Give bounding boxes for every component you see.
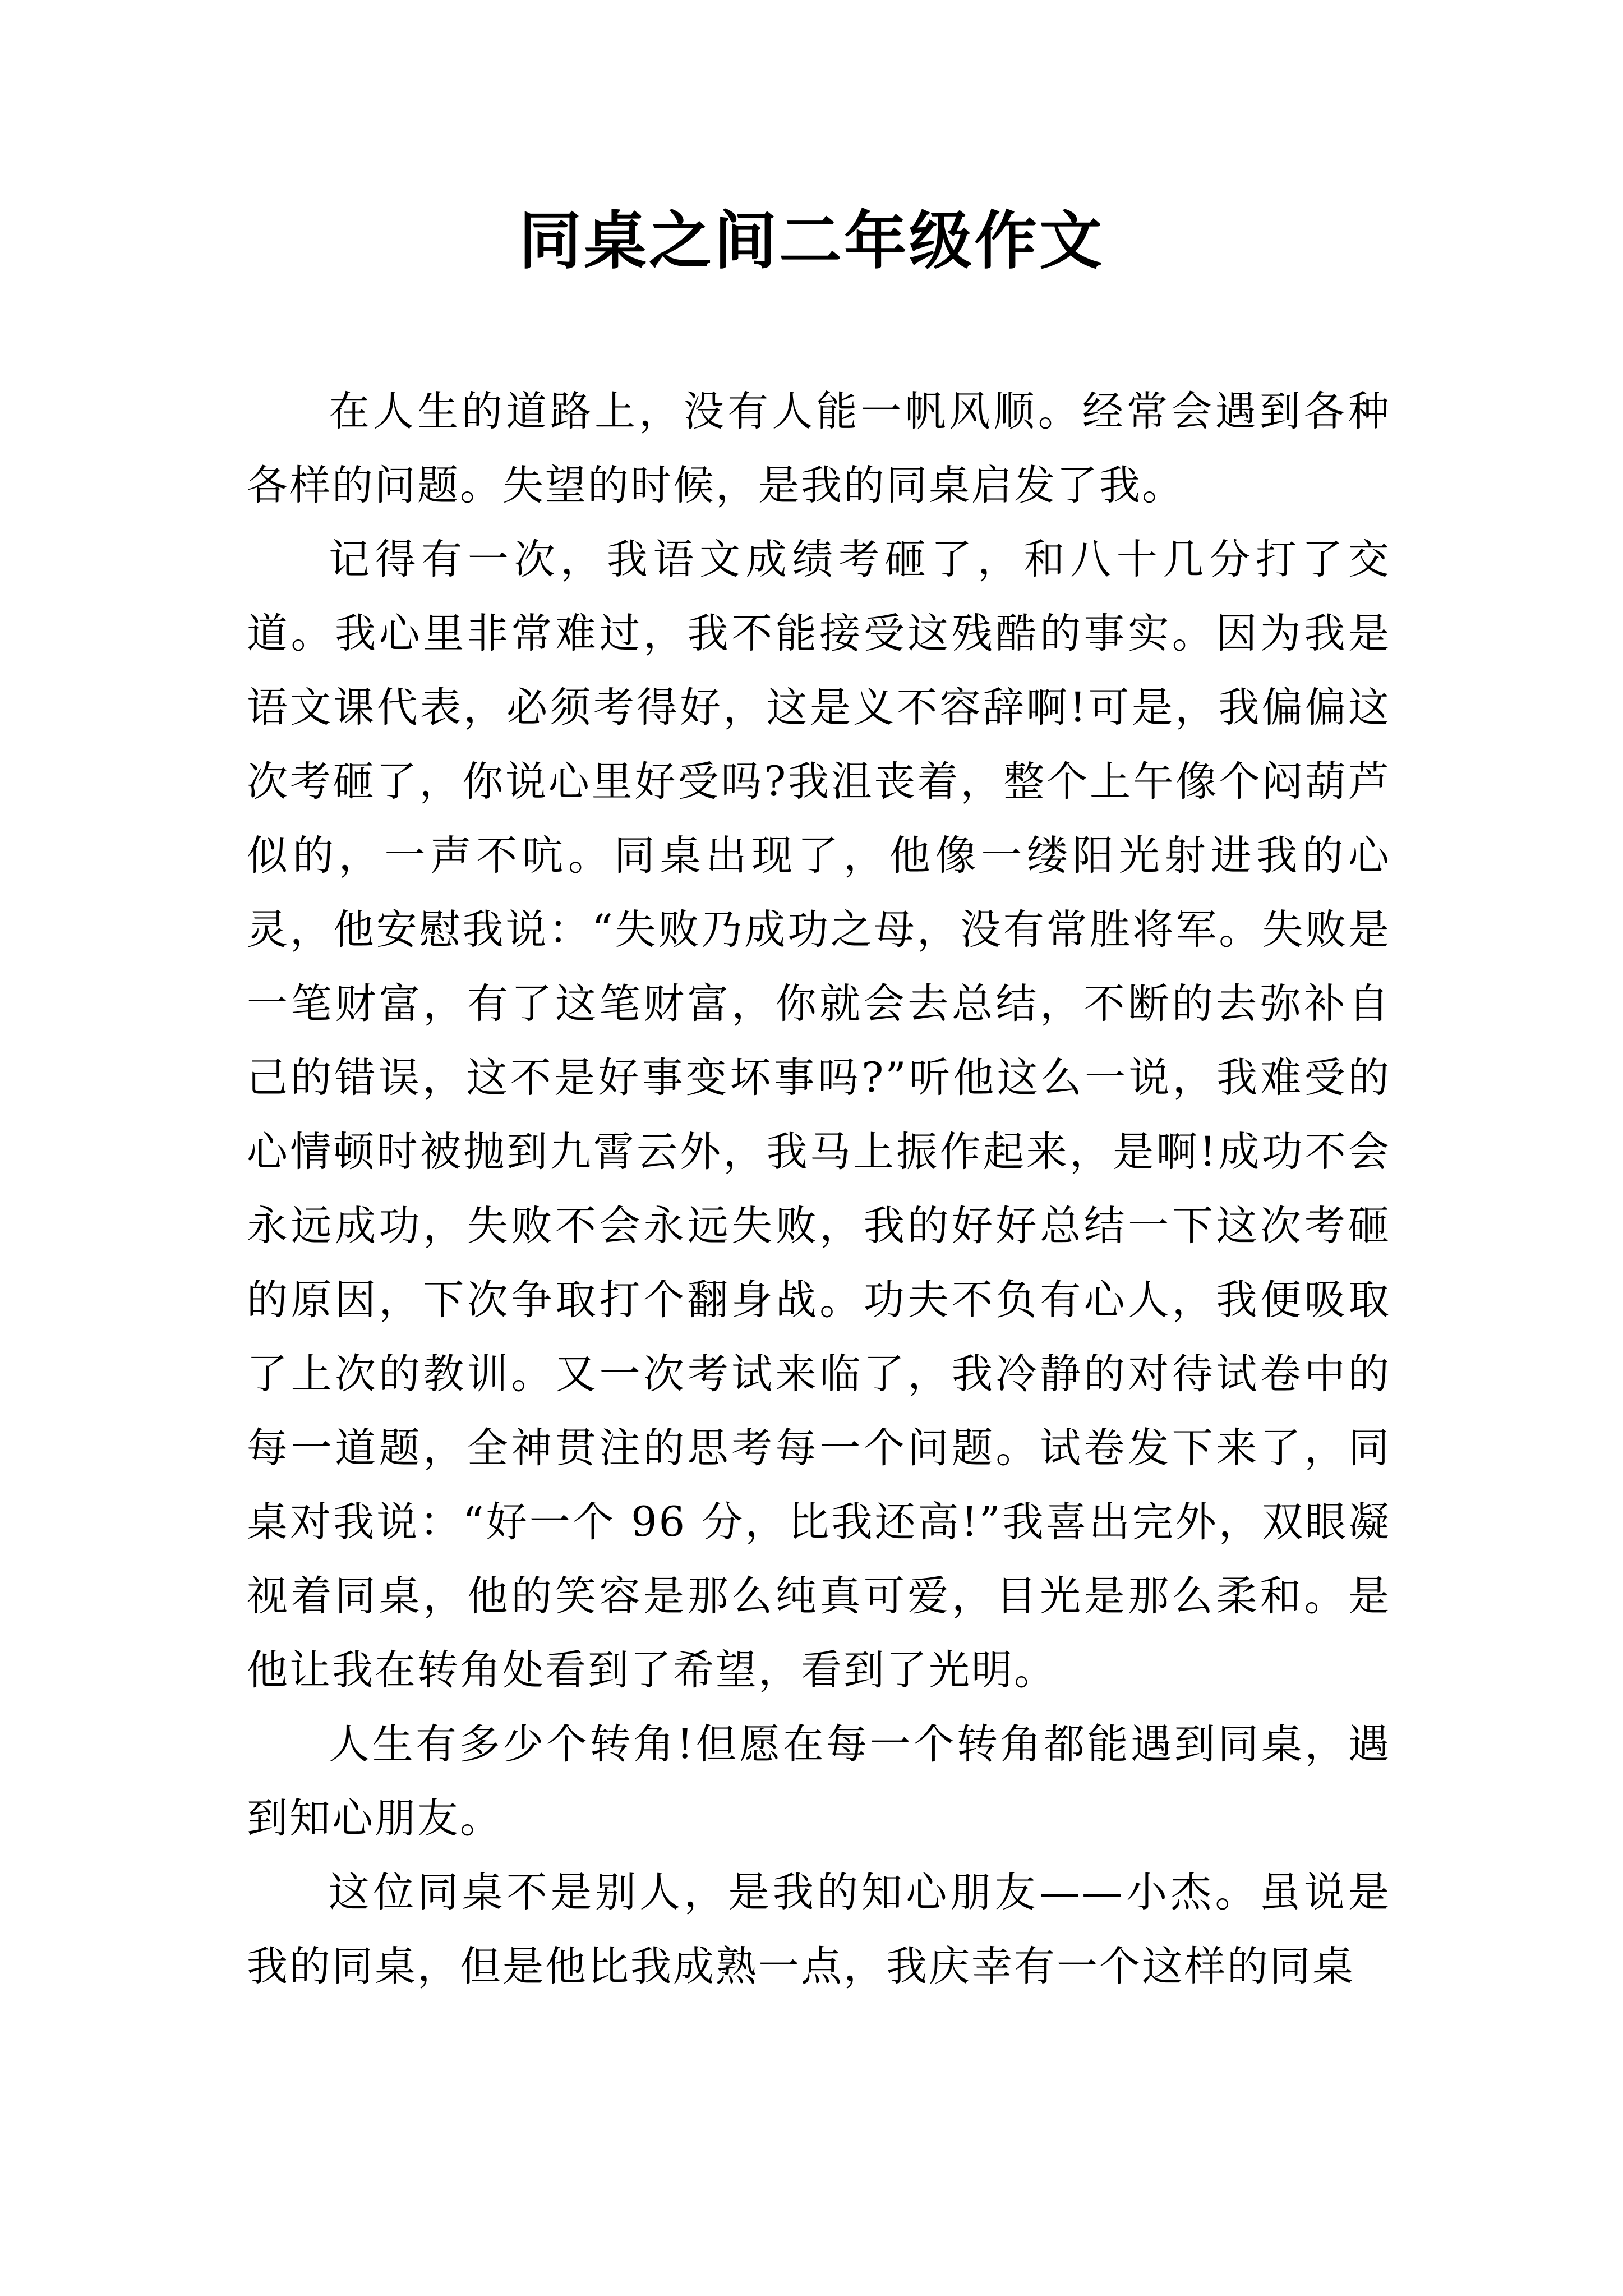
document-title: 同桌之间二年级作文 — [519, 205, 1104, 278]
paragraph: 在人生的道路上，没有人能一帆风顺。经常会遇到各种各样的问题。失望的时候，是我的同桌启发了我。 — [247, 388, 1391, 509]
paragraph: 人生有多少个转角!但愿在每一个转角都能遇到同桌，遇到知心朋友。 — [247, 1720, 1391, 1842]
paragraph: 记得有一次，我语文成绩考砸了，和八十几分打了交道。我心里非常难过，我不能接受这残酷的事实。因为我是语文课代表，必须考得好，这是义不容辞啊!可是，我偏偏这次考砸了，你说心里好受吗?我沮丧着，整个上午像个闷葫芦似的，一声不吭。同桌出现了，他像一缕阳光射进我的心灵，他安慰我说：“失败乃成功之母，没有常胜将军。失败是一笔财富，有了这笔财富，你就会去总结，不断的去弥补自己的错误，这不是好事变坏事吗?”听他这么一说，我难受的心情顿时被抛到九霄云外，我马上振作起来，是啊!成功不会永远成功，失败不会永远失败，我的好好总结一下这次考砸的原因，下次争取打个翻身战。功夫不负有心人，我便吸取了上次的教训。又一次考试来临了，我冷静的对待试卷中的每一道题，全神贯注的思考每一个问题。试卷发下来了，同桌对我说：“好一个 96 分，比我还高!”我喜出完外，双眼凝视着同桌，他的笑容是那么纯真可爱，目光是那么柔和。是他让我在转角处看到了希望，看到了光明。 — [247, 536, 1391, 1694]
paragraph: 这位同桌不是别人，是我的知心朋友——小杰。虽说是我的同桌，但是他比我成熟一点，我庆幸有一个这样的同桌 — [247, 1869, 1391, 1990]
document-body — [247, 375, 1391, 2004]
